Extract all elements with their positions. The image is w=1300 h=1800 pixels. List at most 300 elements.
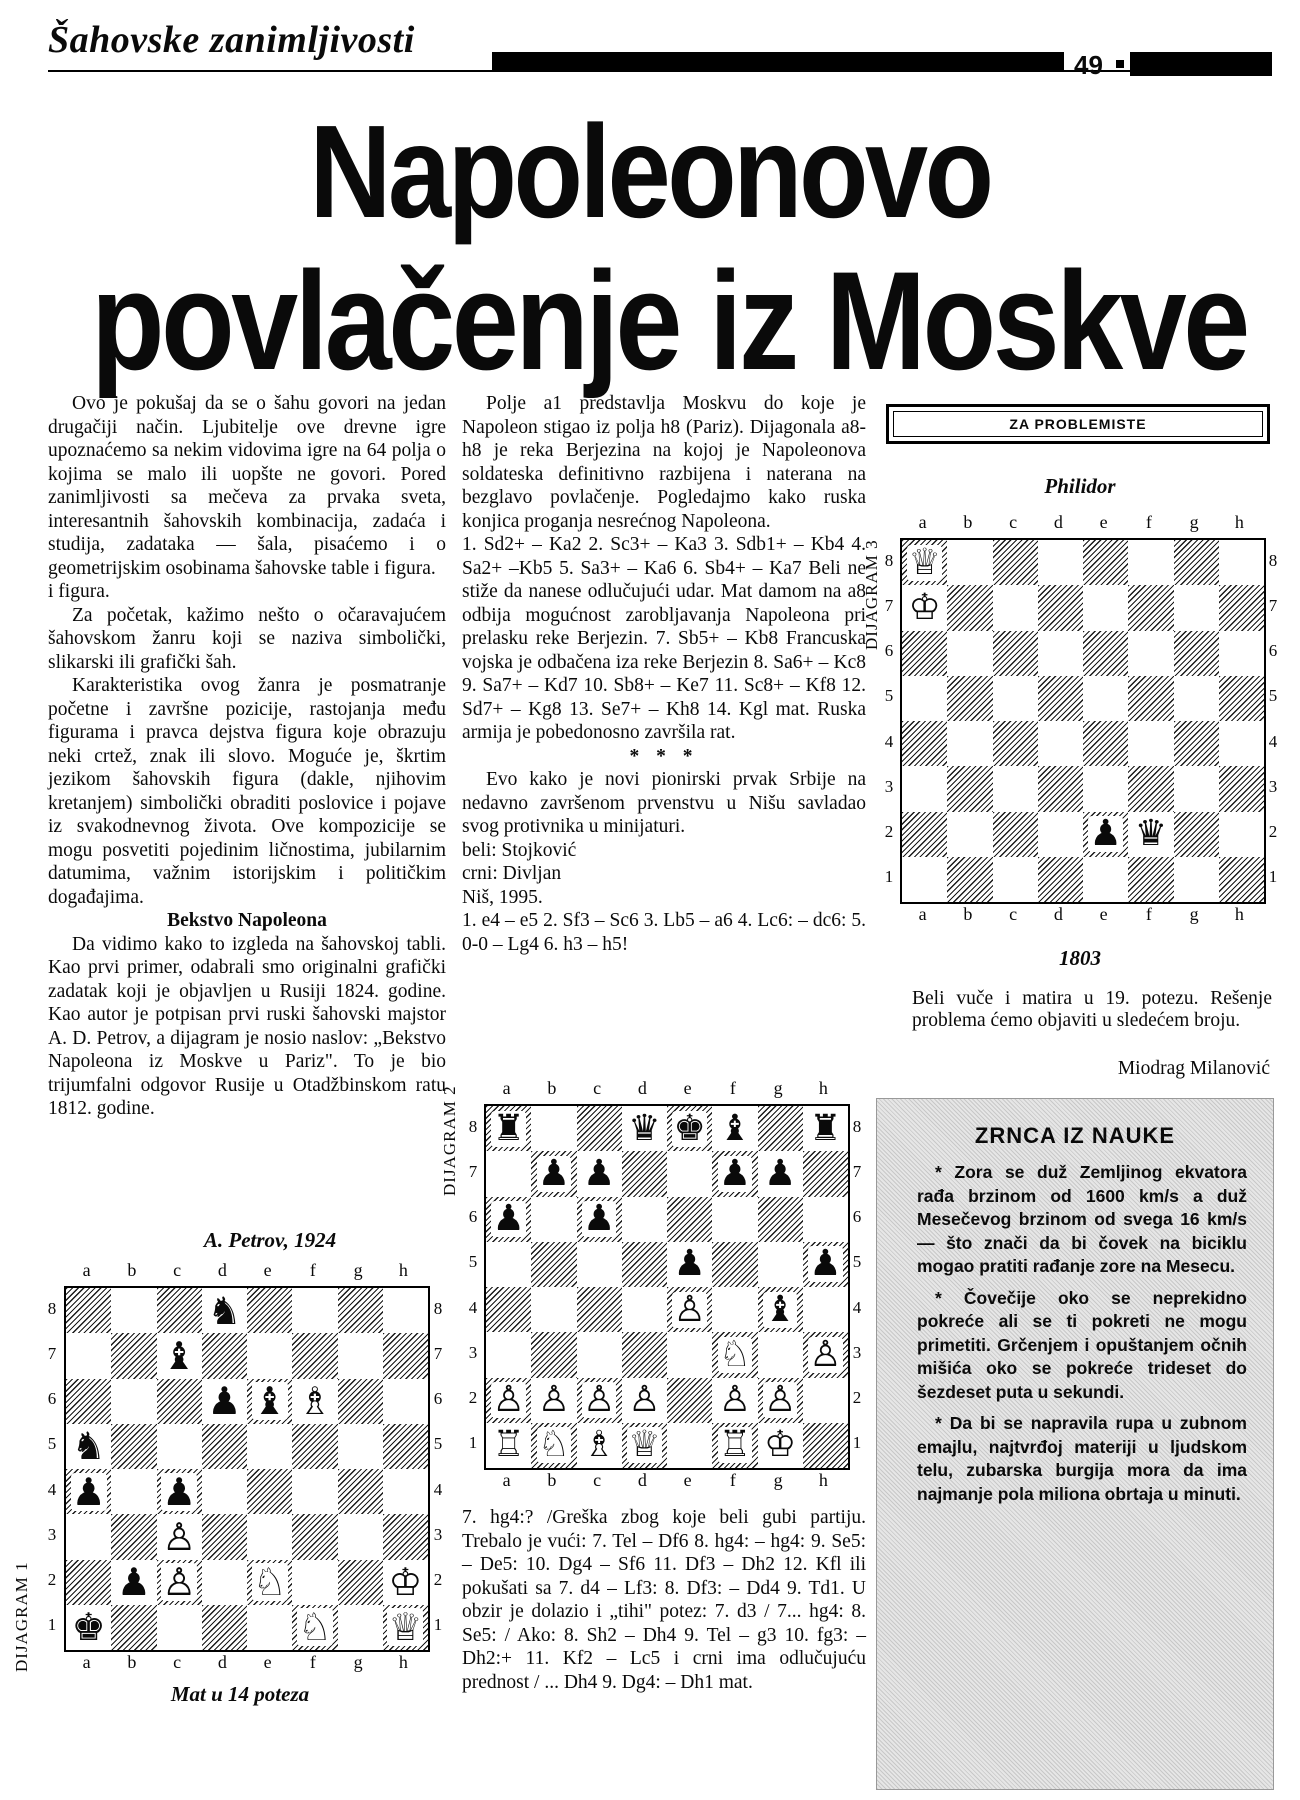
rank-label: 1 [852,1433,862,1453]
file-label: e [263,1260,272,1280]
square-e8 [247,1288,292,1333]
file-label: d [637,1078,647,1098]
square-b8 [531,1106,576,1151]
square-a7 [66,1333,111,1378]
square-e7 [247,1333,292,1378]
square-f6 [1128,631,1173,676]
square-g5 [338,1424,383,1469]
section-separator: * * * [629,745,699,767]
square-d4 [202,1469,247,1514]
rank-label: 6 [433,1389,443,1409]
square-b4 [111,1469,156,1514]
rank-label: 2 [852,1388,862,1408]
square-c8 [157,1288,202,1333]
square-b7 [111,1333,156,1378]
file-label: g [773,1470,783,1490]
square-e2 [1083,812,1128,857]
file-label: h [398,1652,408,1672]
square-g1 [338,1605,383,1650]
square-f1 [1128,857,1173,902]
square-a6 [486,1197,531,1242]
square-g7 [338,1333,383,1378]
square-g4 [758,1287,803,1332]
square-b7 [531,1151,576,1196]
file-label: a [918,904,927,924]
file-label: b [963,512,973,532]
headline-line-1: Napoleonovo [309,98,991,245]
square-d1 [202,1605,247,1650]
square-b2 [111,1560,156,1605]
chess-piece-h2: ♔ [388,1560,423,1605]
square-a8 [486,1106,531,1151]
science-box-title: ZRNCA IZ NAUKE [974,1123,1176,1148]
file-label: e [263,1652,272,1672]
rank-label: 8 [1268,550,1278,570]
square-f2 [712,1378,757,1423]
square-c4 [157,1469,202,1514]
square-c7 [993,585,1038,630]
rank-label: 8 [884,550,894,570]
chess-piece-a8: ♜ [492,1107,525,1149]
square-h5 [383,1424,428,1469]
chess-piece-c2: ♙ [162,1560,197,1605]
square-e7 [667,1151,712,1196]
diagram-1-files-bottom [64,1652,426,1673]
rank-label: 6 [852,1207,862,1227]
section-title: Šahovske zanimljivosti [48,19,415,61]
file-label: c [173,1260,182,1280]
square-h2 [383,1560,428,1605]
square-h3 [1219,766,1264,811]
rank-label: 3 [1268,776,1278,796]
square-c3 [993,766,1038,811]
chess-piece-g2: ♙ [763,1379,797,1421]
problem-section-title: ZA PROBLEMISTE [893,411,1263,437]
square-f4 [712,1287,757,1332]
diagram-1-ranks-right [426,1286,450,1648]
subheading: Bekstvo Napoleona [167,910,327,931]
square-d7 [202,1333,247,1378]
chess-piece-b2: ♙ [537,1379,571,1421]
article-author: Miodrag Milanović [1117,1058,1270,1079]
square-h5 [803,1242,848,1287]
game-moves: 1. e4 – e5 2. Sf3 – Sc6 3. Lb5 – a6 4. Lc6: – dc6: 5. 0-0 – Lg4 6. h3 – h5! [462,910,866,955]
square-c5 [157,1424,202,1469]
square-b1 [111,1605,156,1650]
rank-label: 5 [47,1434,57,1454]
file-label: g [1189,512,1199,532]
player-black: crni: Divljan [462,863,562,884]
square-h8 [803,1106,848,1151]
diagram-1-board [64,1286,430,1652]
square-f7 [1128,585,1173,630]
problem-section-box [886,404,1270,444]
player-white: beli: Stojković [462,839,577,861]
square-d8 [622,1106,667,1151]
rank-label: 6 [884,641,894,661]
file-label: b [547,1078,557,1098]
rank-label: 4 [884,731,894,751]
square-b2 [947,812,992,857]
chess-piece-a1: ♚ [71,1605,106,1650]
square-c1 [157,1605,202,1650]
square-b3 [531,1332,576,1377]
square-e3 [1083,766,1128,811]
paragraph: 7. hg4:? /Greška zbog koje beli gubi partiju. Trebalo je vući: 7. Tel – Df6 8. hg4: – hg4: 9. Se5: – De5: 10. Dg4 – Sf6 11. Df3 – Dh2 12. Kfl ili pokušati sa 7. d4 – Lf3: 8. Df3: – Dd4 9. Td1. U obzir je dolazio i „tihi" potez: 7. d3 / 7... hg4: 8. Se5: / Ako: 8. Sh2 – Dh4 9. Tel – g3 10. fg3: – Dh2:+ 11. Kf2 – Lc5 i crni ima odlučujuću prednost / ... Dh4 9. Dg4: – Dh1 mat. [462,1507,866,1693]
file-label: a [502,1078,511,1098]
square-b3 [111,1514,156,1559]
square-g6 [758,1197,803,1242]
chess-piece-a6: ♟ [492,1198,525,1240]
square-b5 [947,676,992,721]
rank-label: 8 [47,1298,57,1318]
square-b1 [531,1423,576,1468]
square-d3 [1038,766,1083,811]
file-label: d [1053,904,1063,924]
square-g2 [338,1560,383,1605]
science-facts-box [876,1098,1274,1790]
square-g7 [1174,585,1219,630]
square-d8 [1038,540,1083,585]
chess-piece-e8: ♚ [673,1107,706,1149]
square-d7 [622,1151,667,1196]
chess-piece-f7: ♟ [718,1152,752,1194]
square-a6 [902,631,947,676]
square-c4 [577,1287,622,1332]
square-e5 [247,1424,292,1469]
chess-piece-d8: ♛ [628,1107,661,1149]
file-label: f [1145,512,1152,532]
headline-line-2: povlačenje iz Moskve [91,242,1247,399]
rank-label: 1 [1268,867,1278,887]
diagram-2-label: DIJAGRAM 2 [440,1085,459,1196]
square-g6 [1174,631,1219,676]
file-label: c [1009,512,1018,532]
file-label: h [1234,512,1244,532]
square-c4 [993,721,1038,766]
chess-piece-d2: ♙ [628,1379,661,1421]
square-e6 [667,1197,712,1242]
square-e7 [1083,585,1128,630]
square-d8 [202,1288,247,1333]
rank-label: 8 [433,1298,443,1318]
rank-label: 3 [47,1524,57,1544]
file-label: e [683,1470,692,1490]
paragraph: Evo kako je novi pionirski prvak Srbije na nedavno završenom prvenstvu u Nišu savladao svog protivnika u minijaturi. [462,769,866,837]
file-label: g [353,1652,363,1672]
square-g8 [758,1106,803,1151]
chess-piece-e4: ♙ [673,1288,706,1330]
square-e8 [667,1106,712,1151]
rank-label: 6 [47,1389,57,1409]
square-a5 [902,676,947,721]
square-f3 [712,1332,757,1377]
file-label: d [217,1260,227,1280]
square-f4 [1128,721,1173,766]
square-g5 [1174,676,1219,721]
rank-label: 4 [852,1297,862,1317]
square-a1 [66,1605,111,1650]
square-e2 [247,1560,292,1605]
square-h4 [1219,721,1264,766]
rank-label: 4 [47,1479,57,1499]
chess-piece-g1: ♔ [763,1424,797,1466]
square-d6 [1038,631,1083,676]
file-label: b [547,1470,557,1490]
square-g5 [758,1242,803,1287]
chess-piece-a1: ♖ [492,1424,525,1466]
square-f1 [712,1423,757,1468]
rank-label: 2 [884,822,894,842]
square-d1 [1038,857,1083,902]
rank-label: 2 [47,1570,57,1590]
file-label: a [82,1652,91,1672]
chess-piece-g4: ♝ [763,1288,797,1330]
chess-piece-d1: ♕ [628,1424,661,1466]
file-label: g [773,1078,783,1098]
square-g3 [1174,766,1219,811]
chess-piece-d8: ♞ [207,1288,242,1333]
square-e8 [1083,540,1128,585]
header-bar [492,52,1064,70]
square-g7 [758,1151,803,1196]
page-number: 49 [1074,50,1103,80]
square-h8 [1219,540,1264,585]
square-b5 [531,1242,576,1287]
rank-label: 2 [1268,822,1278,842]
square-c1 [993,857,1038,902]
square-c1 [577,1423,622,1468]
chess-piece-a8: ♕ [908,541,941,583]
square-g6 [338,1379,383,1424]
square-a4 [486,1287,531,1332]
rank-label: 4 [1268,731,1278,751]
square-h7 [803,1151,848,1196]
square-b6 [947,631,992,676]
square-f2 [292,1560,337,1605]
square-d2 [622,1378,667,1423]
square-e1 [247,1605,292,1650]
chess-piece-d6: ♟ [207,1379,242,1424]
square-d5 [1038,676,1083,721]
square-a2 [486,1378,531,1423]
square-g8 [1174,540,1219,585]
chess-piece-c2: ♙ [582,1379,616,1421]
rank-label: 7 [47,1343,57,1363]
rank-label: 3 [433,1524,443,1544]
fact-item: * Da bi se napravila rupa u zubnom emajlu, najtvrđoj materiji u ljudskom telu, zubarska burgija mora da ima najmanje pola miliona obrtaja u minuti. [917,1413,1247,1504]
rank-label: 3 [884,776,894,796]
rank-label: 6 [1268,641,1278,661]
square-c5 [577,1242,622,1287]
diagram-3-files-top [900,512,1262,533]
diagram-2-ranks-right [846,1104,868,1466]
square-d3 [202,1514,247,1559]
square-d2 [202,1560,247,1605]
file-label: h [1234,904,1244,924]
square-d2 [1038,812,1083,857]
chess-piece-f1: ♘ [297,1605,332,1650]
square-a2 [902,812,947,857]
file-label: h [818,1078,828,1098]
square-h6 [383,1379,428,1424]
square-g4 [1174,721,1219,766]
chess-piece-c4: ♟ [162,1469,197,1514]
chess-piece-a5: ♞ [71,1424,106,1469]
square-a2 [66,1560,111,1605]
square-d5 [622,1242,667,1287]
square-c6 [993,631,1038,676]
square-a4 [66,1469,111,1514]
chess-piece-f2: ♙ [718,1379,752,1421]
square-f4 [292,1469,337,1514]
square-b3 [947,766,992,811]
square-c3 [577,1332,622,1377]
file-label: f [309,1652,316,1672]
square-d5 [202,1424,247,1469]
square-g4 [338,1469,383,1514]
rank-label: 7 [1268,595,1278,615]
rank-label: 5 [433,1434,443,1454]
file-label: f [729,1470,736,1490]
square-d7 [1038,585,1083,630]
square-a4 [902,721,947,766]
game-commentary [462,1506,866,1694]
square-e2 [667,1378,712,1423]
file-label: b [127,1652,137,1672]
square-c5 [993,676,1038,721]
square-b2 [531,1378,576,1423]
paragraph: Karakteristika ovog žanra je posmatranje početne i završne pozicije, rastojanja među figurama i pravca dejstva figura koje obrazuju neki crtež, znak ili slovo. Moguće je, škrtim jezikom šahovskih figura (dakle, njihovim kretanjem) simbolički obraditi poslovice i pojave iz svakodnevnog života. Ove kompozicije se mogu posvetiti pojedinim ličnostima, jubilarnim datumima, važnim istorijskim i političkim događajima. [48,675,446,908]
chess-piece-h1: ♕ [388,1605,423,1650]
chess-piece-h8: ♜ [809,1107,842,1149]
square-a1 [902,857,947,902]
square-a3 [66,1514,111,1559]
square-c6 [157,1379,202,1424]
diagram-3-year: 1803 [1059,946,1101,970]
chess-piece-e5: ♟ [673,1243,706,1285]
chess-piece-f3: ♘ [718,1333,752,1375]
rank-label: 5 [468,1252,478,1272]
rank-label: 1 [884,867,894,887]
square-c8 [993,540,1038,585]
chess-piece-h3: ♙ [809,1333,842,1375]
square-d4 [1038,721,1083,766]
chess-piece-c6: ♟ [582,1198,616,1240]
rank-label: 2 [468,1388,478,1408]
square-c7 [157,1333,202,1378]
square-f8 [292,1288,337,1333]
file-label: c [173,1652,182,1672]
square-g2 [1174,812,1219,857]
file-label: e [1099,512,1108,532]
square-b5 [111,1424,156,1469]
paragraph: Polje a1 predstavlja Moskvu do koje je Napoleon stigao iz polja h8 (Pariz). Dijagonala a8-h8 je reka Berjezina na kojoj je Napoleonova soldateska definitivno razbijena i naterana na bezglavo povlačenje. Pogledajmo kako ruska konjica proganja nesrećnog Napoleona. [462,393,866,532]
rank-label: 1 [47,1615,57,1635]
paragraph: Za početak, kažimo nešto o očaravajućem šahovskom žanru koji se naziva simbolički, slikarski ili grafički šah. [48,604,446,673]
square-e4 [1083,721,1128,766]
square-f5 [712,1242,757,1287]
diagram-1-ranks-left [40,1286,64,1648]
file-label: d [217,1652,227,1672]
file-label: c [593,1078,602,1098]
square-d1 [622,1423,667,1468]
square-f5 [1128,676,1173,721]
square-f6 [712,1197,757,1242]
file-label: a [502,1470,511,1490]
diagram-3-label: DIJAGRAM 3 [862,539,881,650]
square-e6 [247,1379,292,1424]
file-label: f [729,1078,736,1098]
square-c7 [577,1151,622,1196]
square-e1 [667,1423,712,1468]
chess-piece-c3: ♙ [162,1514,197,1559]
file-label: b [127,1260,137,1280]
square-b6 [531,1197,576,1242]
square-g3 [338,1514,383,1559]
file-label: d [637,1470,647,1490]
chess-piece-b1: ♘ [537,1424,571,1466]
diagram-3-ranks-right [1262,538,1284,900]
rank-label: 5 [884,686,894,706]
chess-piece-f2: ♛ [1134,813,1168,855]
square-e3 [247,1514,292,1559]
file-label: f [309,1260,316,1280]
square-h7 [383,1333,428,1378]
square-h3 [383,1514,428,1559]
square-g1 [758,1423,803,1468]
square-a3 [486,1332,531,1377]
rank-label: 1 [468,1433,478,1453]
diagram-1-label: DIJAGRAM 1 [12,1561,31,1672]
square-f8 [712,1106,757,1151]
paragraph: i figura. [48,581,110,602]
square-g2 [758,1378,803,1423]
square-c2 [577,1378,622,1423]
diagram-3-files-bottom [900,904,1262,925]
rank-label: 3 [468,1342,478,1362]
page-separator [1116,60,1124,68]
diagram-1-caption: Mat u 14 poteza [170,1682,310,1706]
square-c2 [157,1560,202,1605]
rank-label: 4 [433,1479,443,1499]
square-b6 [111,1379,156,1424]
chess-piece-b2: ♟ [116,1560,151,1605]
file-label: a [918,512,927,532]
rank-label: 7 [852,1161,862,1181]
left-column [48,392,446,1121]
square-h4 [803,1287,848,1332]
rank-label: 1 [433,1615,443,1635]
square-f5 [292,1424,337,1469]
chess-piece-a2: ♙ [492,1379,525,1421]
square-a6 [66,1379,111,1424]
magazine-logo [1130,52,1272,76]
square-b7 [947,585,992,630]
file-label: a [82,1260,91,1280]
square-e6 [1083,631,1128,676]
square-f6 [292,1379,337,1424]
diagram-3-author: Philidor [1044,474,1116,498]
paragraph: Da vidimo kako to izgleda na šahovskoj tabli. Kao prvi primer, odabrali smo originalni grafički zadatak koji je objavljen u Rusiji 1824. godine. Kao autor je potpisan prvi ruski šahovski majstor A. D. Petrov, a dijagram je nosio naslov: „Bekstvo Napoleona iz Moskve u Pariz". To je bio trijumfalni odgovor Rusije u Otadžbinskom ratu 1812. godine. [48,933,446,1119]
square-a3 [902,766,947,811]
rank-label: 3 [852,1342,862,1362]
diagram-3-board [900,538,1266,904]
file-label: h [398,1260,408,1280]
fact-item: * Čovečije oko se neprekidno pokreće ali se ti pokreti ne mogu primetiti. Grčenjem i opuštanjem očnih mišića oko se pokreće trideset do šezdeset puta u sekundi. [917,1287,1247,1402]
square-e4 [247,1469,292,1514]
file-label: c [1009,904,1018,924]
